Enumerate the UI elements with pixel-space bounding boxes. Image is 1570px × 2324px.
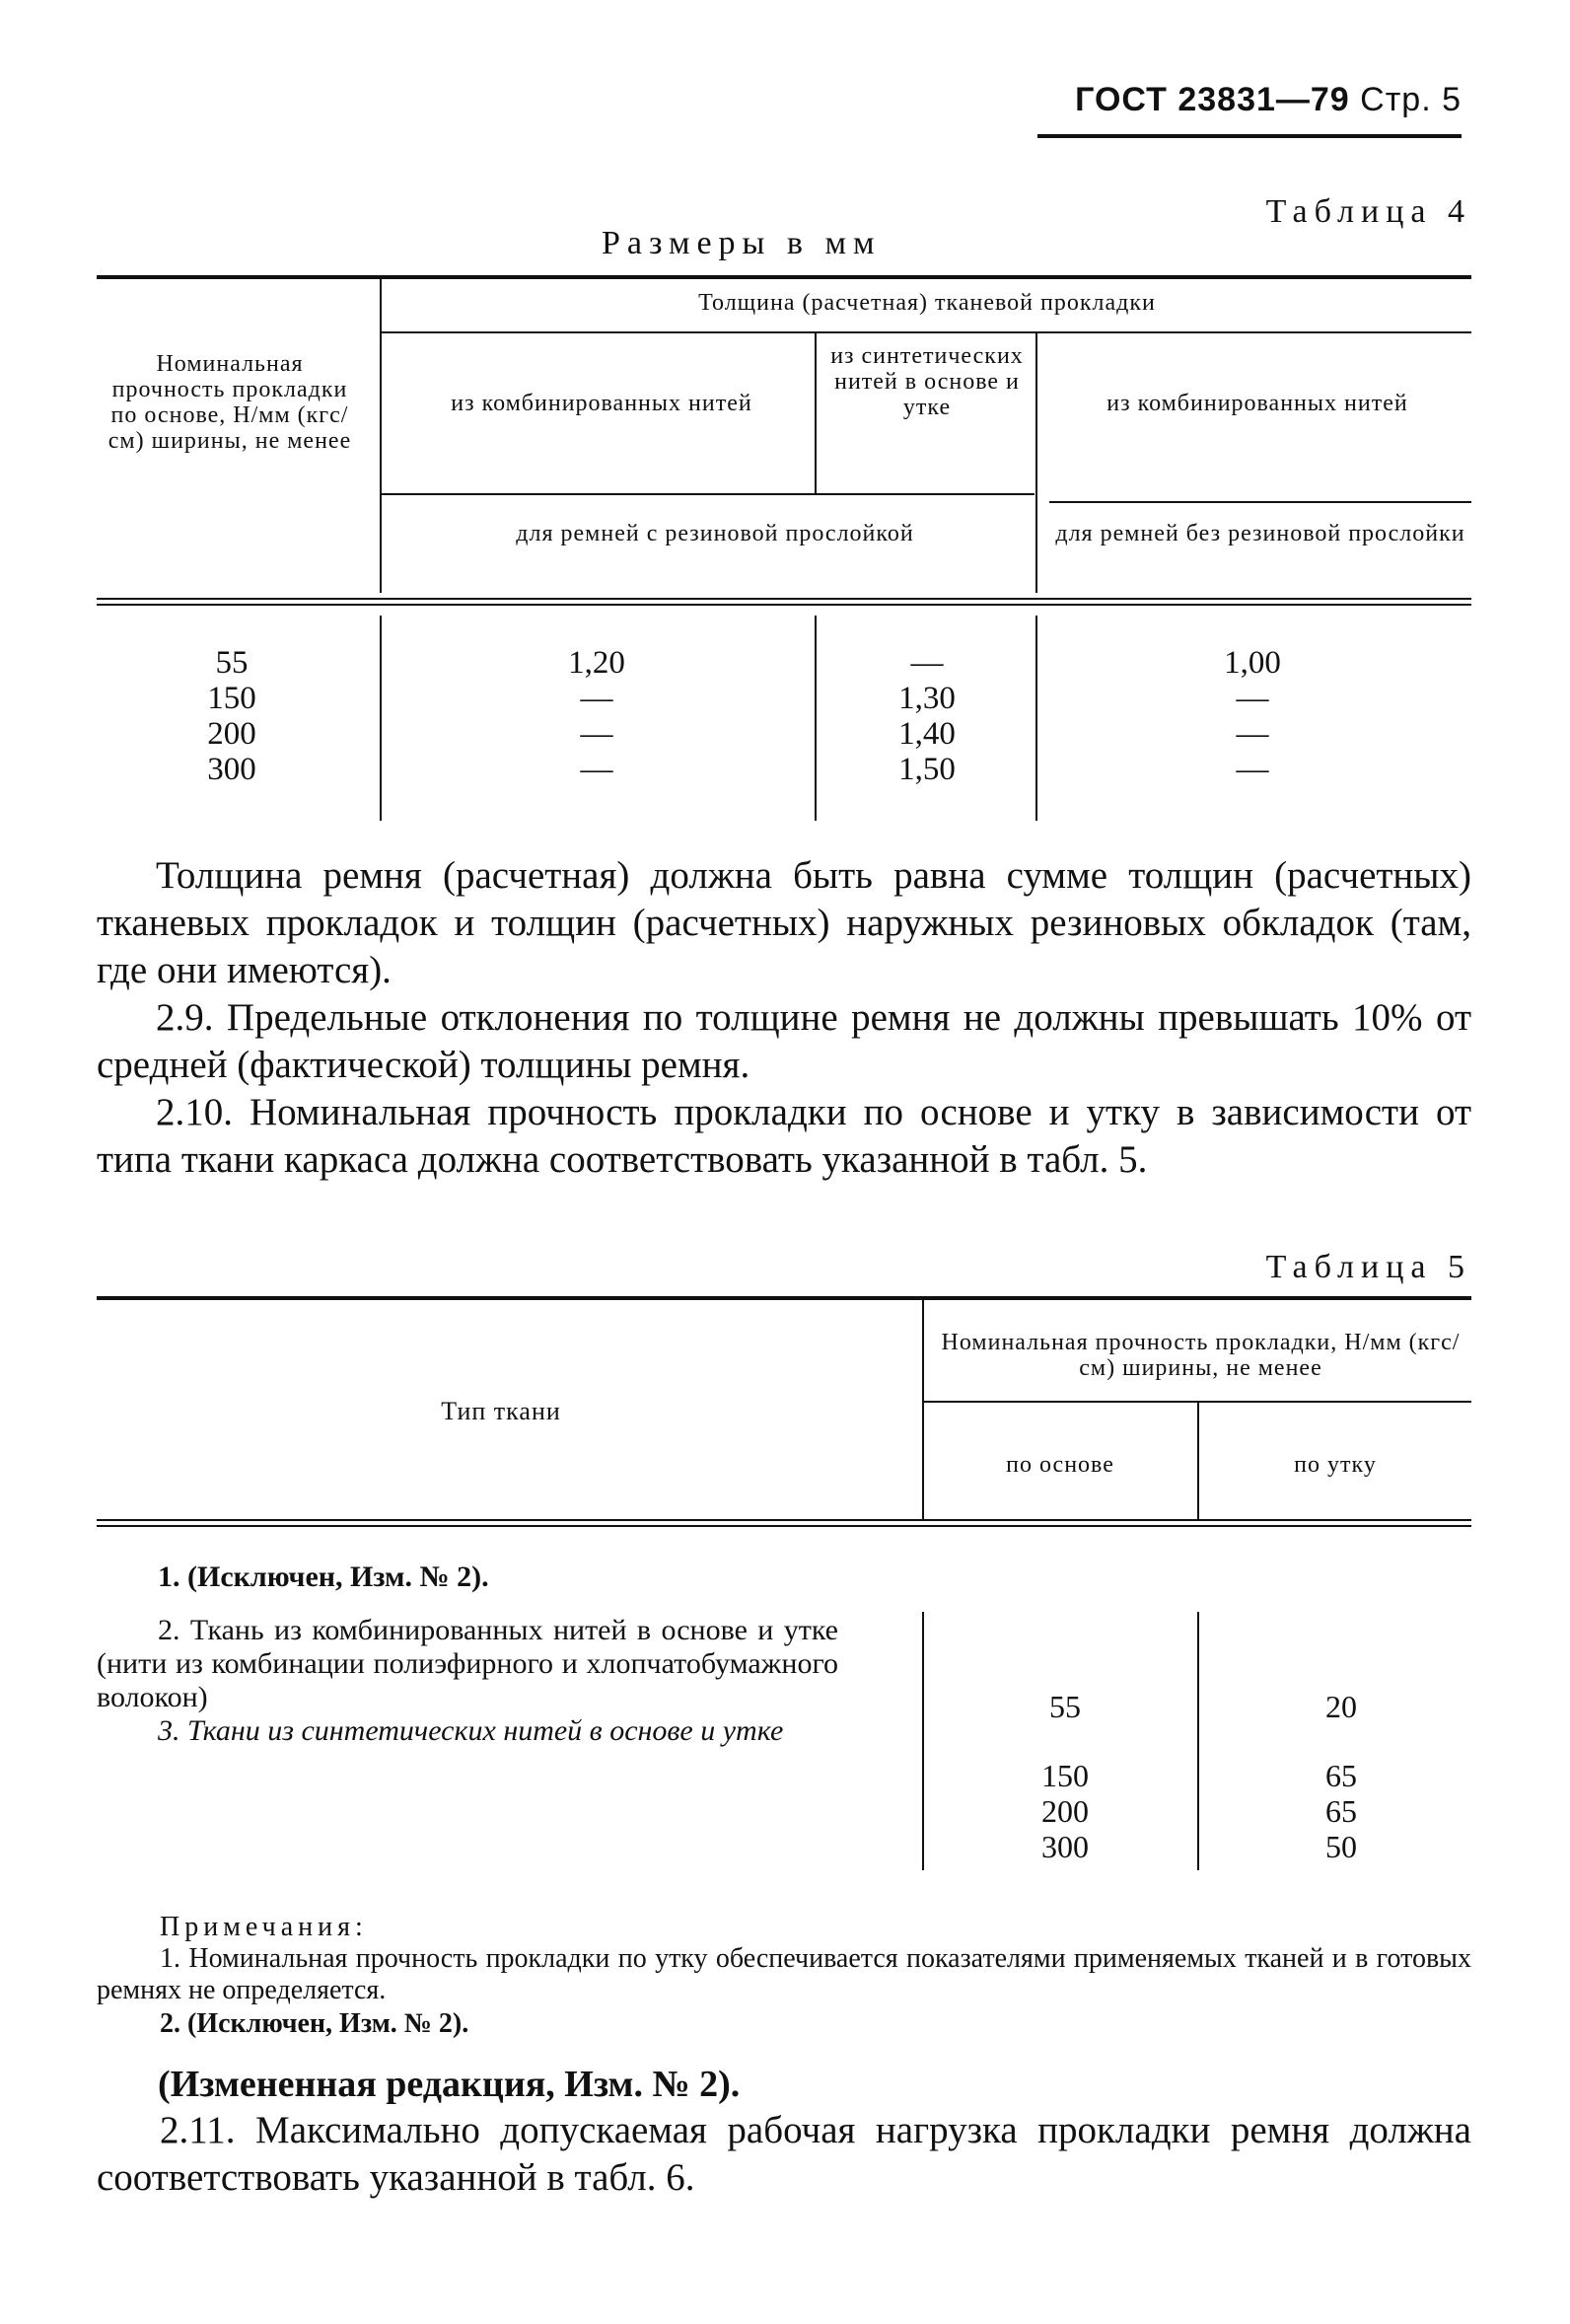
table4-span-without-rubber: для ремней без резиновой прослойки: [1055, 521, 1465, 546]
body-text: [97, 852, 1471, 1184]
paragraph-thickness: Толщина ремня (расчетная) должна быть равна сумме толщин (расчетных) тканевых прокладок и толщин (расчетных) наружных резиновых обкладок (там, где они имеются).: [97, 854, 1471, 991]
table4-cell: 55: [215, 645, 249, 681]
paragraph-2-9: 2.9. Предельные отклонения по толщине ремня не должны превышать 10% от средней (фактической) толщины ремня.: [97, 996, 1471, 1086]
table4-cell: —: [580, 716, 613, 752]
table4-cell: 150: [207, 681, 256, 716]
table4-units: Размеры в мм: [602, 225, 882, 261]
table5-row-1-text: 1. (Исключен, Изм. № 2).: [158, 1561, 489, 1593]
page-header: [1075, 81, 1462, 119]
table4-head-rule-1: [97, 598, 1471, 600]
table5-col-weft: по утку: [1294, 1452, 1377, 1478]
table4-span-with-rubber: для ремней с резиновой прослойкой: [516, 521, 914, 546]
note-1: 1. Номинальная прочность прокладки по утку обеспечивается показателями применяемых тканей и в готовых ремнях не определяется.: [97, 1943, 1471, 2005]
table5-cell-warp: 55: [1049, 1689, 1081, 1724]
table4-head-rule-2: [97, 604, 1471, 606]
table4-rule-group: [382, 331, 1471, 333]
table4-cell: —: [1236, 716, 1269, 752]
table4-cell: 1,40: [898, 716, 956, 752]
table4-body-vline-1: [380, 616, 382, 821]
table4-body-vline-3: [1035, 616, 1037, 821]
table5-cell: 150: [1041, 1758, 1089, 1793]
table4-col-combined-2: [1169, 645, 1336, 787]
table4-cell: 300: [207, 752, 256, 787]
table5-cell: 50: [1325, 1829, 1357, 1864]
gost-number: ГОСТ 23831—79: [1075, 81, 1350, 118]
amended-edition: (Измененная редакция, Изм. № 2).: [158, 2064, 741, 2105]
table5-col-warp-values: [996, 1758, 1134, 1864]
paragraph-2-10: 2.10. Номинальная прочность прокладки по основе и утку в зависимости от типа ткани каркаса должна соответствовать указанной в табл. 5.: [97, 1091, 1471, 1181]
table5-cell: 200: [1041, 1793, 1089, 1829]
table4-body-vline-2: [815, 616, 817, 821]
table5-row-1: [158, 1561, 907, 1594]
table5-body-vline-2: [1197, 1612, 1199, 1870]
table5-caption: Таблица 5: [1265, 1249, 1471, 1285]
table5-col-weft-values: [1272, 1758, 1410, 1864]
notes-title: Примечания:: [160, 1912, 368, 1942]
paragraph-2-11: 2.11. Максимально допускаемая рабочая нагрузка прокладки ремня должна соответствовать указанной в табл. 6.: [97, 2109, 1471, 2199]
table4-cell: 1,50: [898, 752, 956, 787]
table4-cell: 1,00: [1224, 645, 1281, 681]
table4-vline-3: [1035, 333, 1037, 593]
table4-cell: 200: [207, 716, 256, 752]
table5-col-warp: по основе: [1006, 1452, 1114, 1478]
table4-rule-span-right: [1049, 501, 1471, 503]
table4-group-header: Толщина (расчетная) тканевой прокладки: [698, 290, 1156, 316]
table4-subcol-synthetic: из синтетических нитей в основе и утке: [830, 343, 1024, 420]
table5-cell: 300: [1041, 1829, 1089, 1864]
table4-cell: —: [1236, 752, 1269, 787]
table4-subcol-combined-1: из комбинированных нитей: [451, 391, 752, 416]
table4-top-rule: [97, 275, 1471, 279]
table5-top-rule: [97, 1296, 1471, 1300]
table4-col-synthetic: [843, 645, 1011, 787]
table4-cell: 1,30: [898, 681, 956, 716]
note-2: 2. (Исключен, Изм. № 2).: [160, 2008, 469, 2039]
table4-rule-span-left: [382, 493, 1035, 495]
header-rule: [1037, 134, 1462, 138]
table4-cell: —: [580, 681, 613, 716]
table5-col-type: Тип ткани: [441, 1397, 561, 1425]
page-number: Стр. 5: [1360, 81, 1462, 118]
table5-head-rule-1: [97, 1519, 1471, 1521]
table4-caption: Таблица 4: [1265, 193, 1471, 230]
table4-col-combined-1: [513, 645, 680, 787]
table5-head-rule-2: [97, 1525, 1471, 1527]
table4-cell: 1,20: [568, 645, 625, 681]
table5-cell: 65: [1325, 1793, 1357, 1829]
table5-row-3: 3. Ткани из синтетических нитей в основе и утке: [158, 1714, 784, 1747]
table4-vline-2: [815, 333, 817, 493]
table4-cell: —: [580, 752, 613, 787]
table5-body-vline-1: [922, 1612, 924, 1870]
table5-row-2: 2. Ткань из комбинированных нитей в основе и утке (нити из комбинации полиэфирного и хлопчатобумажного волокон): [97, 1614, 838, 1713]
table5-vline-2: [1197, 1403, 1199, 1519]
table4-col-strength: [148, 645, 316, 787]
table4-cell: —: [1236, 681, 1269, 716]
table4-cell: —: [910, 645, 944, 681]
table5-group-header: Номинальная прочность прокладки, Н/мм (кгс/см) ширины, не менее: [941, 1330, 1461, 1381]
table5-cell-weft: 20: [1325, 1689, 1357, 1724]
table4-row-header: Номинальная прочность прокладки по основе, Н/мм (кгс/см) ширины, не менее: [107, 351, 352, 454]
table4-subcol-combined-2: из комбинированных нитей: [1106, 391, 1408, 416]
table5-cell: 65: [1325, 1758, 1357, 1793]
table5-vline-1: [922, 1300, 924, 1519]
table4-vline-1: [380, 279, 382, 593]
